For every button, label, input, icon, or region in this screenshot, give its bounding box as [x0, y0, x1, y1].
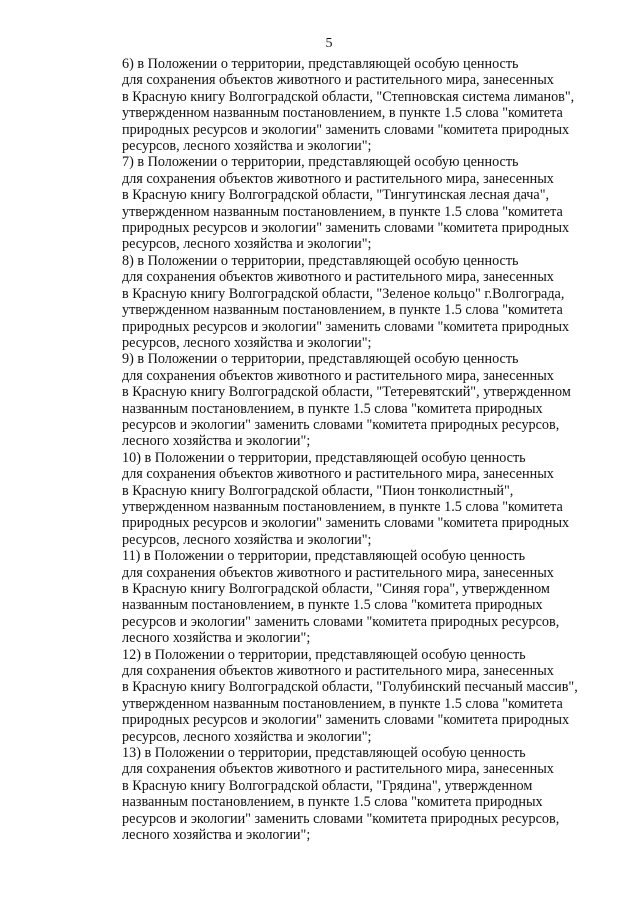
- text-line: утвержденном названным постановлением, в пункте 1.5 слова "комитета: [122, 695, 563, 712]
- text-line: 11) в Положении о территории, представляющей особую ценность: [122, 548, 526, 565]
- text-line: названным постановлением, в пункте 1.5 слова "комитета природных: [122, 597, 543, 614]
- text-line: ресурсов, лесного хозяйства и экологии";: [122, 531, 372, 548]
- text-line: 10) в Положении о территории, представляющей особую ценность: [122, 449, 526, 466]
- paragraph-item-9: [86, 351, 572, 449]
- text-line: в Красную книгу Волгоградской области, "Зеленое кольцо" г.Волгограда,: [122, 285, 565, 302]
- paragraph-item-10: [86, 450, 572, 548]
- page-number: 5: [325, 36, 333, 51]
- text-line: 7) в Положении о территории, представляющей особую ценность: [122, 154, 519, 171]
- text-line: в Красную книгу Волгоградской области, "Тингутинская лесная дача",: [122, 187, 550, 204]
- text-line: для сохранения объектов животного и растительного мира, занесенных: [122, 269, 554, 286]
- text-line: 8) в Положении о территории, представляющей особую ценность: [122, 252, 519, 269]
- paragraph-item-13: [86, 745, 572, 843]
- text-line: в Красную книгу Волгоградской области, "Синяя гора", утвержденном: [122, 581, 550, 597]
- text-line: ресурсов, лесного хозяйства и экологии";: [122, 138, 372, 155]
- text-line: названным постановлением, в пункте 1.5 слова "комитета природных: [122, 794, 543, 811]
- text-line: 12) в Положении о территории, представляющей особую ценность: [122, 646, 526, 663]
- text-line: ресурсов, лесного хозяйства и экологии";: [122, 334, 372, 351]
- paragraph-item-12: [86, 646, 578, 745]
- text-line: для сохранения объектов животного и растительного мира, занесенных: [122, 170, 554, 187]
- text-line: в Красную книгу Волгоградской области, "Пион тонколистный",: [122, 482, 514, 499]
- text-line: для сохранения объектов животного и растительного мира, занесенных: [122, 761, 554, 778]
- text-line: 9) в Положении о территории, представляющей особую ценность: [122, 351, 519, 368]
- text-line: утвержденном названным постановлением, в пункте 1.5 слова "комитета: [122, 105, 563, 122]
- text-line: названным постановлением, в пункте 1.5 слова "комитета природных: [122, 400, 543, 417]
- text-line: лесного хозяйства и экологии";: [122, 630, 311, 647]
- text-line: природных ресурсов и экологии" заменить словами "комитета природных: [122, 220, 570, 237]
- text-line: утвержденном названным постановлением, в пункте 1.5 слова "комитета: [122, 203, 563, 220]
- text-line: утвержденном названным постановлением, в пункте 1.5 слова "комитета: [122, 498, 563, 515]
- text-line: для сохранения объектов животного и растительного мира, занесенных: [122, 72, 554, 89]
- text-line: природных ресурсов и экологии" заменить словами "комитета природных: [122, 121, 570, 138]
- text-line: в Красную книгу Волгоградской области, "Тетеревятский", утвержденном: [122, 384, 571, 401]
- text-line: для сохранения объектов животного и растительного мира, занесенных: [122, 367, 554, 384]
- paragraph-item-6: [86, 56, 575, 155]
- text-line: для сохранения объектов животного и растительного мира, занесенных: [122, 466, 554, 483]
- text-line: 6) в Положении о территории, представляющей особую ценность: [122, 56, 519, 72]
- text-line: в Красную книгу Волгоградской области, "Голубинский песчаный массив",: [122, 679, 578, 696]
- text-line: ресурсов и экологии" заменить словами "комитета природных ресурсов,: [122, 810, 560, 827]
- text-line: ресурсов и экологии" заменить словами "комитета природных ресурсов,: [122, 416, 560, 433]
- text-line: ресурсов, лесного хозяйства и экологии";: [122, 728, 372, 745]
- text-line: ресурсов и экологии" заменить словами "комитета природных ресурсов,: [122, 613, 560, 630]
- text-line: природных ресурсов и экологии" заменить словами "комитета природных: [122, 515, 570, 532]
- text-line: утвержденном названным постановлением, в пункте 1.5 слова "комитета: [122, 302, 563, 319]
- text-line: природных ресурсов и экологии" заменить словами "комитета природных: [122, 712, 570, 729]
- paragraph-item-7: [86, 154, 572, 252]
- paragraph-item-11: [86, 548, 572, 646]
- text-line: для сохранения объектов животного и растительного мира, занесенных: [122, 663, 554, 680]
- paragraph-item-8: [86, 253, 572, 351]
- text-line: лесного хозяйства и экологии";: [122, 827, 311, 844]
- text-line: в Красную книгу Волгоградской области, "Степновская система лиманов",: [122, 88, 575, 105]
- text-line: в Красную книгу Волгоградской области, "Грядина", утвержденном: [122, 777, 533, 794]
- text-line: 13) в Положении о территории, представляющей особую ценность: [122, 745, 526, 762]
- text-line: для сохранения объектов животного и растительного мира, занесенных: [122, 564, 554, 581]
- text-line: природных ресурсов и экологии" заменить словами "комитета природных: [122, 318, 570, 335]
- text-line: лесного хозяйства и экологии";: [122, 433, 311, 450]
- text-line: ресурсов, лесного хозяйства и экологии";: [122, 236, 372, 253]
